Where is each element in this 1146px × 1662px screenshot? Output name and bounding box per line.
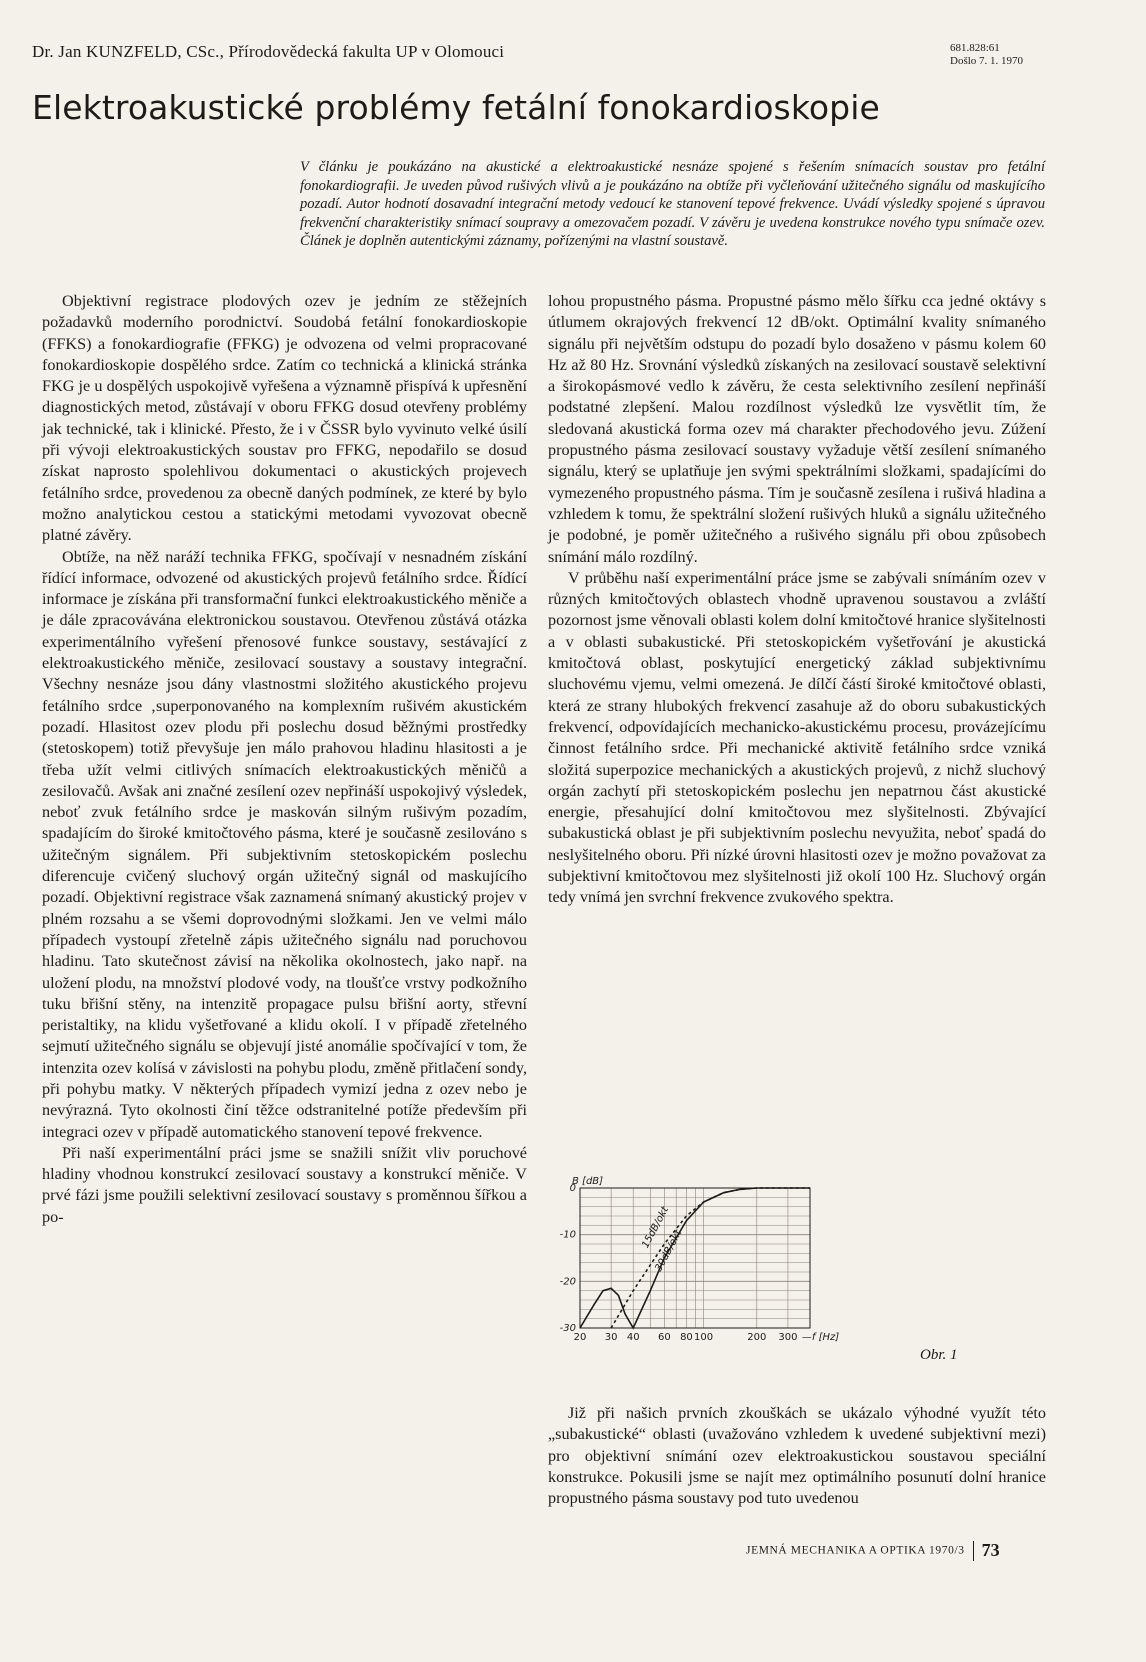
paragraph: lohou propustného pásma. Propustné pásmo mělo šířku cca jedné oktávy s útlumem okrajových frekvencí 12 dB/okt. Optimální kvality snímaného signálu při největším odstupu do pozadí bylo dosaženo v pásmu kolem 60 Hz až 80 Hz. Srovnání výsledků získaných na zesilovací soustavě selektivní a širokopásmové vedlo k závěru, že cesta selektivního zesílení nepřináší podstatné zlepšení. Malou rozdílnost výsledků lze vysvětlit tím, že sledovaná akustická forma ozev má charakter přechodového jevu. Zúžení propustného pásma zesilovací soustavy vyžaduje větší zesílení snímaného signálu, který se uplatňuje jen svými spektrálními složkami, spadajícími do vymezeného propustného pásma. Tím je současně zesílena i rušivá hladina a vzhledem k tomu, že spektrální složení rušivých hluků a signálu užitečného je podobné, je poměr užitečného a rušivého signálu při obou způsobech snímání málo rozdílný. (548, 292, 1046, 566)
author-line: Dr. Jan KUNZFELD, CSc., Přírodovědecká fakulta UP v Olomouci (32, 42, 505, 61)
page-footer (746, 1540, 1046, 1561)
x-tick-label: 100 (694, 1332, 714, 1343)
body-right-column (548, 291, 1046, 909)
page-number: 73 (981, 1540, 1000, 1560)
footer-divider (973, 1541, 974, 1561)
received-date: Došlo 7. 1. 1970 (950, 55, 1024, 67)
udc-block (950, 42, 1100, 68)
paragraph: Při naší experimentální práci jsme se snažili snížit vliv poruchové hladiny vhodnou konstrukcí zesilovací soustavy a konstrukcí měniče. V prvé fázi jsme použili selektivní zesilovací soustavy s proměnnou šířkou a po- (42, 1143, 527, 1226)
figure-caption: Obr. 1 (920, 1347, 958, 1363)
paragraph: Již při našich prvních zkouškách se ukázalo výhodné využít této „subakustické“ oblasti (uvažováno vzhledem k uvedené subjektivní mezi) pro objektivní snímání ozev elektroakustickou soustavou speciální konstrukce. Pokusili jsme se najít mez optimálního posunutí dolní hranice propustného pásma soustavy pod tuto uvedenou (548, 1404, 1046, 1508)
y-tick-label: -30 (559, 1323, 576, 1334)
x-tick-label: 80 (680, 1332, 693, 1343)
body-right-column-bottom (548, 1403, 1046, 1509)
series-line (611, 1188, 810, 1328)
udc-code: 681.828:61 (950, 42, 1000, 54)
paragraph: V průběhu naší experimentální práce jsme se zabývali snímáním ozev v různých kmitočtových oblastech vhodně upravenou soustavou a zvláští pozornost jsme věnovali oblasti kolem dolní kmitočtové hranice slyšitelnosti a v oblasti subakustické. Při stetoskopickém vyšetřování je akustická kmitočtová oblast, poskytující energetický základ subjektivnímu sluchovému vjemu, velmi omezená. Je dílčí částí široké kmitočtové oblasti, která ze strany hlubokých frekvencí zasahuje až do oboru subakustických frekvencí, odpovídajících mechanicko-akustickému procesu, provázejícímu činnost fetálního srdce. Při mechanické aktivitě fetálního srdce vzniká složitá superpozice mechanických a akustických projevů, z nichž sluchový orgán zachytí při stetoskopickém poslechu jen nepatrnou část akustické energie, přesahující dolní kmitočtovou mez slyšitelnosti. Zbývající subakustická oblast je při subjektivním poslechu nevyužita, neboť spadá do neslyšitelného oboru. Při nízké úrovni hlasitosti ozev je možno považovat za subjektivní kmitočtovou mez slyšitelnosti již okolí 100 Hz. Sluchový orgán tedy vnímá jen svrchní frekvence zvukového spektra. (548, 568, 1046, 907)
y-tick-label: -10 (559, 1229, 576, 1241)
frequency-response-chart (550, 1174, 860, 1364)
y-tick-label: 0 (569, 1183, 576, 1194)
x-tick-label: 300 (778, 1332, 798, 1343)
x-tick-label: 30 (604, 1332, 618, 1343)
abstract: V článku je poukázáno na akustické a elektroakustické nesnáze spojené s řešením snímacích soustav pro fetální fonokardiografii. Je uveden původ rušivých vlivů a je poukázáno na obtíže při vyčleňování užitečného signálu od maskujícího pozadí. Autor hodnotí dosavadní integrační metody vedoucí ke stanovení tepové frekvence. Uvádí výsledky spojené s úpravou frekvenční charakteristiky snímací soupravy a omezovačem pozadí. V závěru je uvedena konstrukce nového typu snímače ozev. Článek je doplněn autentickými záznamy, pořízenými na vlastní soustavě. (300, 159, 1045, 249)
slope-annotation: 15dB/okt (640, 1205, 672, 1251)
body-left-column (42, 291, 527, 1228)
article-title: Elektroakustické problémy fetální fonokardioskopie (32, 88, 880, 127)
x-tick-label: 20 (573, 1332, 587, 1343)
x-axis-label: —f [Hz] (801, 1332, 840, 1343)
x-tick-label: 200 (747, 1332, 767, 1343)
slope-annotation: 30dB/okt (653, 1228, 685, 1274)
figure-1 (550, 1174, 860, 1364)
journal-name: JEMNÁ MECHANIKA A OPTIKA 1970/3 (746, 1544, 965, 1557)
y-tick-label: -20 (559, 1276, 576, 1288)
paragraph: Obtíže, na něž naráží technika FFKG, spočívají v nesnadném získání řídící informace, odvozené od akustických projevů fetálního srdce. Řídící informace je získána při transformační funkci elektroakustického měniče a je dále zpracovávána elektronickou soustavou. Otevřenou zůstává otázka experimentálního vyřešení přenosové funkce soustavy, sestávající z elektroakustického měniče, zesilovací soustavy a soustavy integrační. Všechny nesnáze jsou dány vlastnostmi složitého akustického projevu fetálního srdce ‚superponovaného na komplexním rušivém akustickém pozadí. Hlasitost ozev plodu při poslechu dosud běžnými prostředky (stetoskopem) totiž převyšuje jen málo prahovou hladinu hlasitosti a je třeba užít velmi citlivých snímacích elektroakustických měničů a zesilovačů. Avšak ani značné zesílení ozev nepřináší uspokojivý výsledek, neboť zvuk fetálního srdce je maskován silným rušivým pozadím, spadajícím do široké kmitočtového pásma, které je současně zesilováno s užitečným signálem. Při subjektivním stetoskopickém poslechu diferencuje cvičený sluchový orgán užitečný signál od maskujícího pozadí. Objektivní registrace však zaznamená snímaný akustický projev v plném rozsahu a se všemi doprovodnými složkami. Jen ve velmi málo případech vystoupí zřetelně zápis užitečného signálu nad poruchovou hladinu. Tato skutečnost závisí na několika okolnostech, jako např. na uložení plodu, na množství plodové vody, na tloušťce vrstvy podkožního tuku břišní stěny, na intenzitě propagace pulsu břišní aorty, střevní peristaltiky, na klidu vyšetřované a klidu okolí. I v případě zřetelného sejmutí užitečného signálu se objevují jisté anomálie spočívající v tom, že intenzita ozev kolísá v závislosti na pohybu plodu, změně přitlačení sondy, při pohybu matky. V některých případech vymizí jedna z ozev nebo je nevýrazná. Tyto okolnosti činí těžce odstranitelné potíže především při integraci ozev v případě automatického stanovení tepové frekvence. (42, 547, 527, 1141)
x-tick-label: 60 (657, 1332, 671, 1343)
x-tick-label: 40 (626, 1332, 640, 1343)
paragraph: Objektivní registrace plodových ozev je jedním ze stěžejních požadavků moderního porodnictví. Soudobá fetální fonokardioskopie (FFKS) a fonokardiografie (FFKG) je odvozena od velmi propracované fonokardioskopie dospělého srdce. Zatím co technická a klinická stránka FKG je u dospělých uspokojivě vyřešena a významně přispívá k upřesnění diagnostických metod, zůstávají v oboru FFKG dosud otevřeny problémy jak technické, tak i klinické. Přesto, že i v ČSSR bylo vyvinuto velké úsilí při vývoji elektroakustických soustav pro FFKG, nepodařilo se dosud získat naprosto spolehlivou dokumentaci o akustických projevech fetálního srdce, provedenou za obecně daných podmínek, ze které by bylo možno analytickou cestou a statickými metodami vyvozovat obecně platné závěry. (42, 292, 527, 545)
y-axis-label: B [dB] (572, 1176, 604, 1187)
